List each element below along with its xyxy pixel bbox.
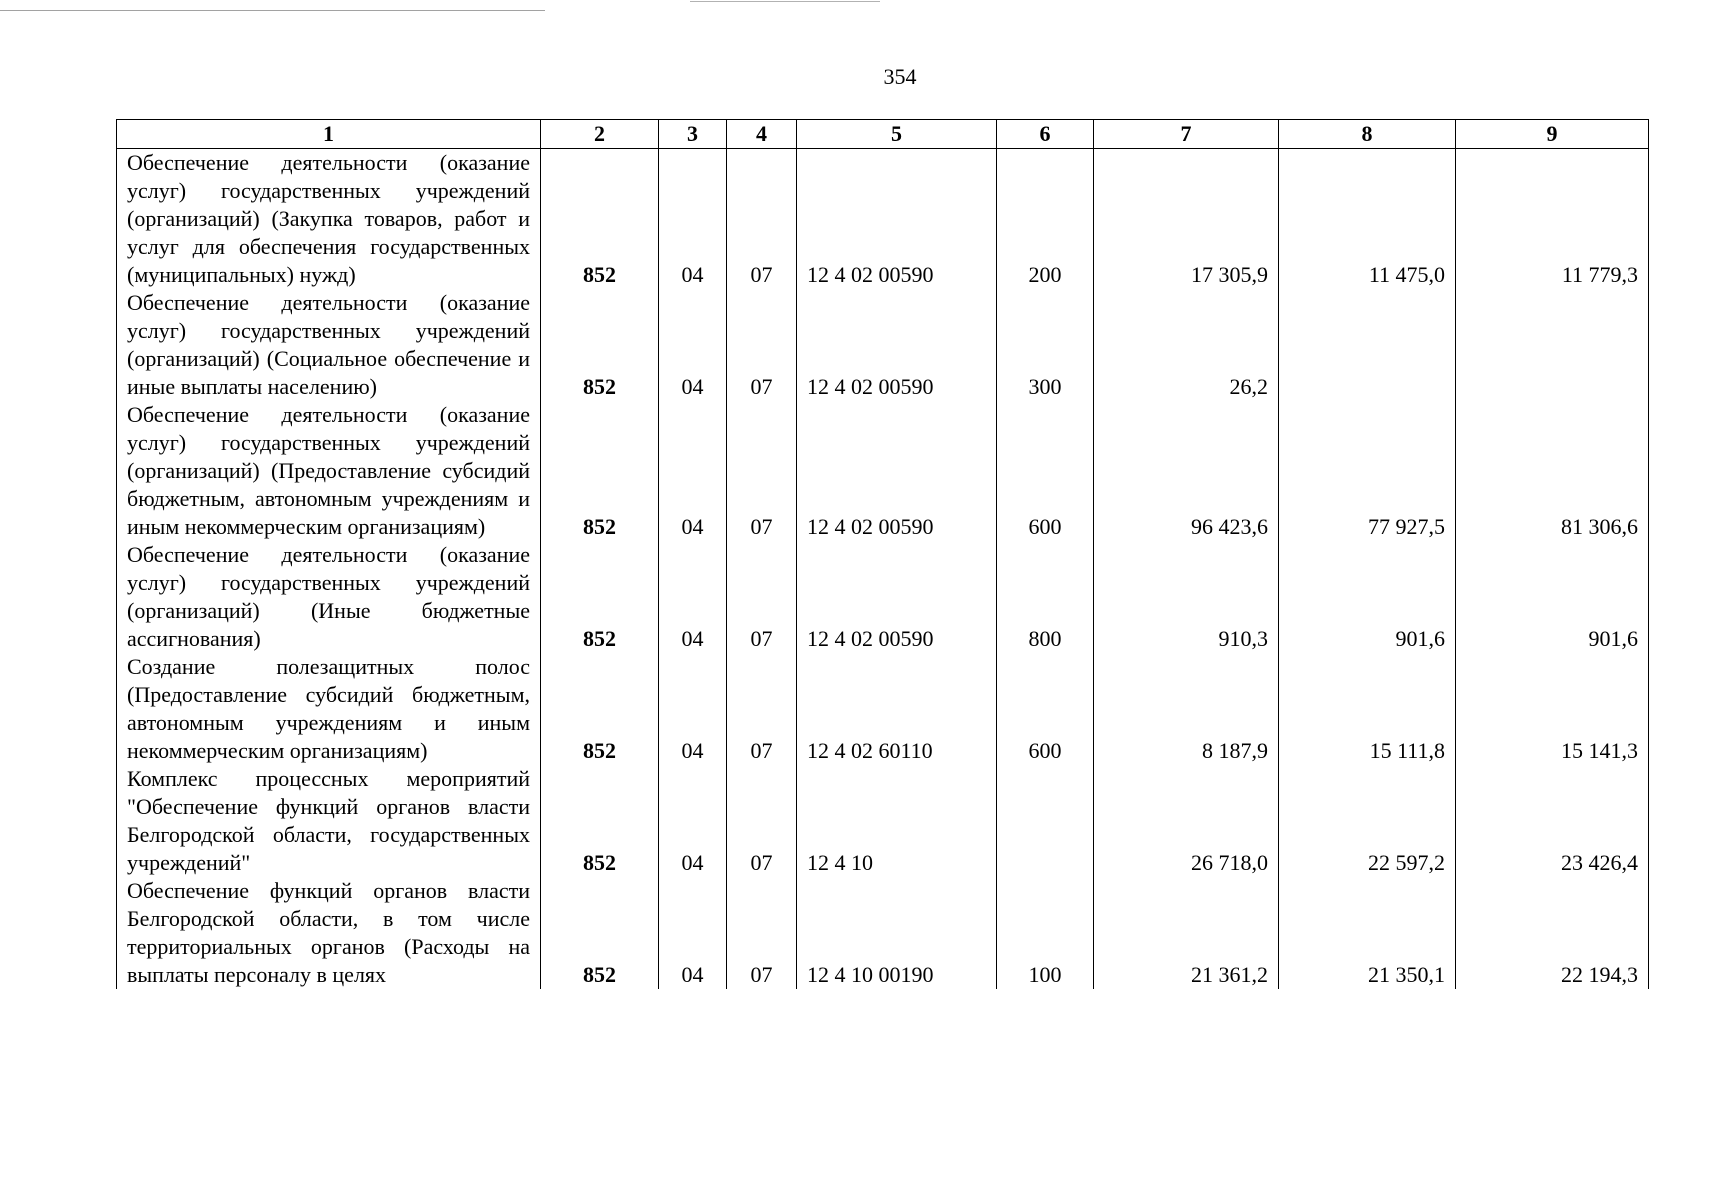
amount-col-8: 15 111,8	[1279, 653, 1456, 765]
row-description: Обеспечение деятельности (оказание услуг) государственных учреждений (организаций) (Иные бюджетные ассигнования)	[117, 541, 541, 653]
budget-table	[116, 119, 1649, 989]
expense-type-code: 800	[997, 541, 1094, 653]
header-cell-9: 9	[1456, 120, 1649, 149]
table-row	[117, 149, 1649, 290]
table-row	[117, 877, 1649, 989]
header-cell-6: 6	[997, 120, 1094, 149]
header-cell-3: 3	[659, 120, 727, 149]
amount-col-7: 910,3	[1094, 541, 1279, 653]
expense-type-code	[997, 765, 1094, 877]
header-row	[117, 120, 1649, 149]
amount-col-9: 22 194,3	[1456, 877, 1649, 989]
section-code: 04	[659, 765, 727, 877]
target-article-code: 12 4 10 00190	[797, 877, 997, 989]
subsection-code: 07	[727, 541, 797, 653]
amount-col-8	[1279, 289, 1456, 401]
table-row	[117, 401, 1649, 541]
table-row	[117, 289, 1649, 401]
section-code: 04	[659, 877, 727, 989]
section-code: 04	[659, 289, 727, 401]
header-cell-5: 5	[797, 120, 997, 149]
subsection-code: 07	[727, 653, 797, 765]
amount-col-9: 901,6	[1456, 541, 1649, 653]
ministry-code: 852	[541, 149, 659, 290]
amount-col-7: 17 305,9	[1094, 149, 1279, 290]
amount-col-7: 21 361,2	[1094, 877, 1279, 989]
expense-type-code: 100	[997, 877, 1094, 989]
amount-col-7: 96 423,6	[1094, 401, 1279, 541]
ministry-code: 852	[541, 765, 659, 877]
amount-col-9: 15 141,3	[1456, 653, 1649, 765]
section-code: 04	[659, 401, 727, 541]
expense-type-code: 300	[997, 289, 1094, 401]
scan-artifact-line	[0, 10, 545, 11]
table-row	[117, 541, 1649, 653]
expense-type-code: 200	[997, 149, 1094, 290]
row-description: Обеспечение деятельности (оказание услуг) государственных учреждений (организаций) (Социальное обеспечение и иные выплаты населению)	[117, 289, 541, 401]
subsection-code: 07	[727, 149, 797, 290]
target-article-code: 12 4 02 60110	[797, 653, 997, 765]
amount-col-8: 11 475,0	[1279, 149, 1456, 290]
subsection-code: 07	[727, 401, 797, 541]
scan-artifact-line	[690, 1, 880, 2]
table-row	[117, 653, 1649, 765]
section-code: 04	[659, 149, 727, 290]
amount-col-8: 77 927,5	[1279, 401, 1456, 541]
amount-col-9	[1456, 289, 1649, 401]
header-cell-7: 7	[1094, 120, 1279, 149]
table-row	[117, 765, 1649, 877]
amount-col-7: 8 187,9	[1094, 653, 1279, 765]
amount-col-9: 23 426,4	[1456, 765, 1649, 877]
subsection-code: 07	[727, 289, 797, 401]
ministry-code: 852	[541, 289, 659, 401]
row-description: Обеспечение функций органов власти Белгородской области, в том числе территориальных органов (Расходы на выплаты персоналу в целях	[117, 877, 541, 989]
header-cell-8: 8	[1279, 120, 1456, 149]
expense-type-code: 600	[997, 653, 1094, 765]
section-code: 04	[659, 653, 727, 765]
target-article-code: 12 4 02 00590	[797, 149, 997, 290]
expense-type-code: 600	[997, 401, 1094, 541]
ministry-code: 852	[541, 877, 659, 989]
target-article-code: 12 4 02 00590	[797, 541, 997, 653]
section-code: 04	[659, 541, 727, 653]
page-number: 354	[883, 64, 917, 89]
ministry-code: 852	[541, 401, 659, 541]
amount-col-7: 26,2	[1094, 289, 1279, 401]
amount-col-7: 26 718,0	[1094, 765, 1279, 877]
subsection-code: 07	[727, 765, 797, 877]
row-description: Создание полезащитных полос (Предоставление субсидий бюджетным, автономным учреждениям и иным некоммерческим организациям)	[117, 653, 541, 765]
target-article-code: 12 4 02 00590	[797, 289, 997, 401]
amount-col-9: 81 306,6	[1456, 401, 1649, 541]
target-article-code: 12 4 10	[797, 765, 997, 877]
target-article-code: 12 4 02 00590	[797, 401, 997, 541]
row-description: Обеспечение деятельности (оказание услуг) государственных учреждений (организаций) (Предоставление субсидий бюджетным, автономным учреждениям и иным некоммерческим организациям)	[117, 401, 541, 541]
amount-col-8: 22 597,2	[1279, 765, 1456, 877]
subsection-code: 07	[727, 877, 797, 989]
amount-col-9: 11 779,3	[1456, 149, 1649, 290]
amount-col-8: 21 350,1	[1279, 877, 1456, 989]
header-cell-4: 4	[727, 120, 797, 149]
header-cell-2: 2	[541, 120, 659, 149]
header-cell-1: 1	[117, 120, 541, 149]
row-description: Комплекс процессных мероприятий "Обеспечение функций органов власти Белгородской области, государственных учреждений"	[117, 765, 541, 877]
ministry-code: 852	[541, 541, 659, 653]
ministry-code: 852	[541, 653, 659, 765]
amount-col-8: 901,6	[1279, 541, 1456, 653]
row-description: Обеспечение деятельности (оказание услуг) государственных учреждений (организаций) (Закупка товаров, работ и услуг для обеспечения государственных (муниципальных) нужд)	[117, 149, 541, 290]
